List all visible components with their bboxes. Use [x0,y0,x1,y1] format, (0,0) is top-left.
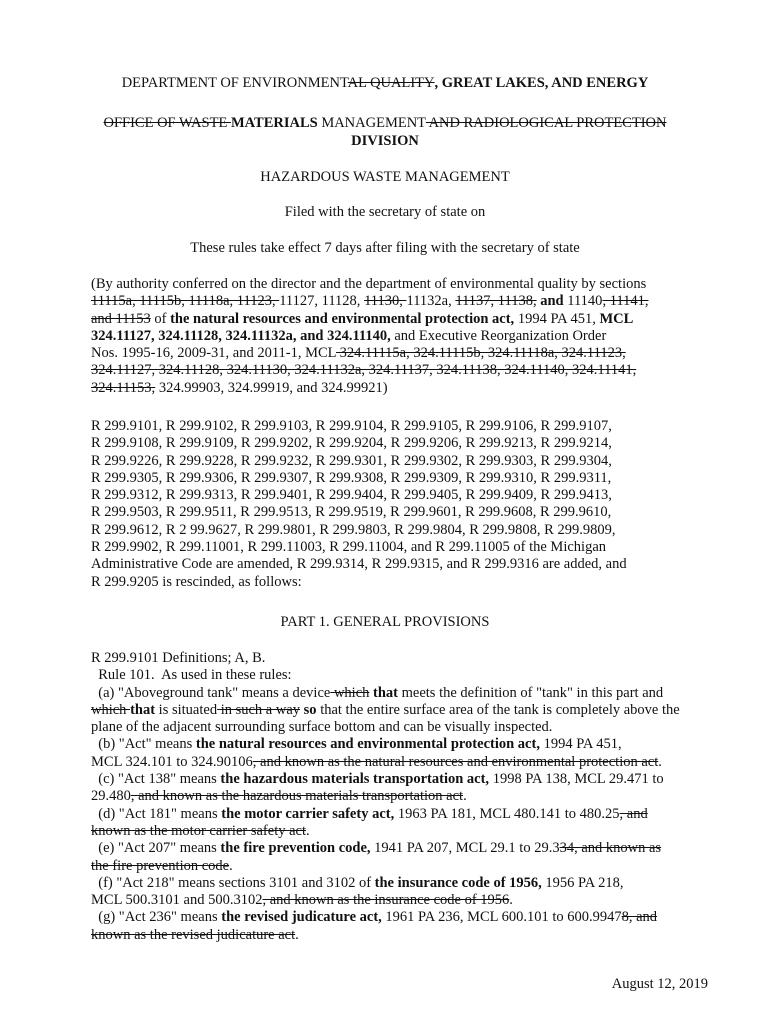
definition-line: (f) "Act 218" means sections 3101 and 3102 of the insurance code of 1956, 1956 PA 218, [91,874,624,891]
authority-line: Nos. 1995-16, 2009-31, and 2011-1, MCL 324.11115a, 324.11115b, 324.11118a, 324.11123, [91,345,626,362]
definition-line: 29.480, and known as the hazardous materials transportation act. [91,788,467,805]
effect-line: These rules take effect 7 days after filing with the secretary of state [190,240,580,256]
definitions-section [91,650,716,944]
rules-list-line: R 299.9612, R 2 99.9627, R 299.9801, R 299.9803, R 299.9804, R 299.9808, R 299.9809, [91,521,616,538]
authority-line: 324.11153, 324.99903, 324.99919, and 324.99921) [91,379,388,396]
definition-line: MCL 324.101 to 324.90106, and known as the natural resources and environmental protection act. [91,753,662,770]
authority-line: and 11153 of the natural resources and environmental protection act, 1994 PA 451, MCL [91,310,634,327]
rules-list-line: R 299.9108, R 299.9109, R 299.9202, R 299.9204, R 299.9206, R 299.9213, R 299.9214, [91,435,612,452]
rules-list-line: R 299.9312, R 299.9313, R 299.9401, R 299.9404, R 299.9405, R 299.9409, R 299.9413, [91,487,612,504]
definition-line: plane of the adjacent surrounding surface bottom and can be visually inspected. [91,719,553,736]
authority-line: (By authority conferred on the director and the department of environmental quality by sections [91,276,647,292]
subject-title: HAZARDOUS WASTE MANAGEMENT [260,169,510,185]
authority-line: 324.11127, 324.11128, 324.11132a, and 324.11140, and Executive Reorganization Order [91,327,607,344]
definition-line: (a) "Aboveground tank" means a device which that meets the definition of "tank" in this part and [91,684,664,701]
rules-list-line: R 299.9226, R 299.9228, R 299.9232, R 299.9301, R 299.9302, R 299.9303, R 299.9304, [91,452,612,469]
rule-intro: Rule 101. As used in these rules: [91,667,292,684]
definition-line: (g) "Act 236" means the revised judicature act, 1961 PA 236, MCL 600.101 to 600.99478, and [91,909,658,926]
definition-line: which that is situated in such a way so that the entire surface area of the tank is completely above the [91,701,680,718]
authority-line: 11115a, 11115b, 11118a, 11123, 11127, 11128, 11130, 11132a, 11137, 11138, and 11140, 11141, [91,293,649,310]
rules-list-line: R 299.9101, R 299.9102, R 299.9103, R 299.9104, R 299.9105, R 299.9106, R 299.9107, [91,418,612,434]
definition-line: (b) "Act" means the natural resources and environmental protection act, 1994 PA 451, [91,736,622,753]
rules-list-line: R 299.9902, R 299.11001, R 299.11003, R 299.11004, and R 299.11005 of the Michigan [91,539,607,556]
rules-list-paragraph [91,418,716,591]
rules-list-line: R 299.9305, R 299.9306, R 299.9307, R 299.9308, R 299.9309, R 299.9310, R 299.9311, [91,469,612,486]
definition-line: (e) "Act 207" means the fire prevention code, 1941 PA 207, MCL 29.1 to 29.334, and known as [91,840,662,857]
definition-line: known as the revised judicature act. [91,926,299,943]
footer-date: August 12, 2019 [611,976,708,992]
authority-line: 324.11127, 324.11128, 324.11130, 324.11132a, 324.11137, 324.11138, 324.11140, 324.11141, [91,362,637,379]
definition-line: (d) "Act 181" means the motor carrier safety act, 1963 PA 181, MCL 480.141 to 480.25, and [91,805,648,822]
rule-heading: R 299.9101 Definitions; A, B. [91,650,266,666]
division-title: DIVISION [351,133,419,149]
definition-line: the fire prevention code. [91,857,233,874]
department-title: DEPARTMENT OF ENVIRONMENTAL QUALITY, GREAT LAKES, AND ENERGY [121,75,649,91]
authority-paragraph [91,276,716,397]
rules-list-line: R 299.9503, R 299.9511, R 299.9513, R 299.9519, R 299.9601, R 299.9608, R 299.9610, [91,504,612,521]
definition-line: (c) "Act 138" means the hazardous materials transportation act, 1998 PA 138, MCL 29.471 to [91,771,664,788]
part-title: PART 1. GENERAL PROVISIONS [280,614,490,630]
definition-line: known as the motor carrier safety act. [91,822,310,839]
rules-list-line: Administrative Code are amended, R 299.9314, R 299.9315, and R 299.9316 are added, and [91,556,627,573]
office-title: OFFICE OF WASTE MATERIALS MANAGEMENT AND RADIOLOGICAL PROTECTION [103,115,667,131]
filed-line: Filed with the secretary of state on [284,204,486,220]
rules-list-line: R 299.9205 is rescinded, as follows: [91,573,302,590]
definition-line: MCL 500.3101 and 500.3102, and known as the insurance code of 1956. [91,892,513,909]
